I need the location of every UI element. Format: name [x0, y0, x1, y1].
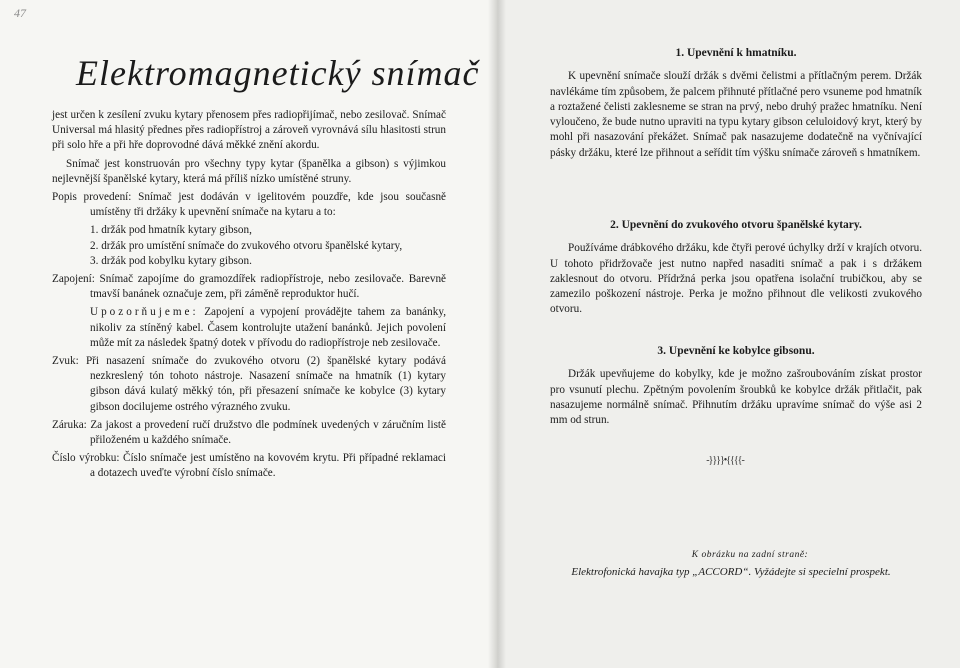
- warranty-text: Za jakost a provedení ručí družstvo dle podmínek uvedených v záručním listě přiloženém u každého snímače.: [90, 418, 447, 447]
- warning-label: Upozorňujeme:: [90, 306, 199, 319]
- product-advert: Elektrofonická havajka typ „ACCORD“. Vyžádejte si specielní prospekt.: [571, 566, 891, 578]
- list-item: 2. držák pro umístění snímače do zvukového otvoru španělské kytary,: [90, 239, 403, 252]
- list-item: 3. držák pod kobylku kytary gibson.: [90, 254, 252, 267]
- product-number-paragraph: [52, 451, 446, 481]
- product-number-text: Číslo snímače jest umístěno na kovovém krytu. Při případné reklamaci a dotazech uveďte výrobní číslo snímače.: [90, 452, 446, 480]
- section-text: Držák upevňujeme do kobylky, kde je možno zašroubováním získat prostor pro vsunutí plechu. Zpětným povolením šroubků ke kobylce držák přitlačit, pak nasazujeme normálně snímač. Přihnutím držáku upravíme snímač do výše asi 2 mm od strun.: [550, 368, 922, 427]
- warranty-label: Záruka:: [52, 418, 87, 431]
- sound-text: Při nasazení snímače do zvukového otvoru (2) španělské kytary podává nezkreslený tón tohoto nástroje. Nasazení snímače na hmatník (1) kytary gibson dává kulatý měkký tón, při přesazení snímače ke kobylce (3) kytary gibson docilujeme ostrého výrazného zvuku.: [85, 355, 446, 413]
- description-text: Snímač jest dodáván v igelitovém pouzdře, kde jsou současně umístěny tři držáky k upevnění snímače na kytaru a to:: [90, 191, 447, 219]
- connection-paragraph: [52, 272, 446, 302]
- connection-text: Snímač zapojíme do gramozdířek radiopřístroje, nebo zesilovače. Barevně tmavší banánek označuje zem, při záměně reproduktor hučí.: [90, 273, 446, 301]
- holder-list: [52, 223, 446, 269]
- section-text: Používáme drábkového držáku, kde čtyři perové úchylky drží v krajích otvoru. U tohoto přidržovače jest nutno napřed nasaditi snímač a pak i s držákem zaklesnout do otvoru. Přídržná perka jsou opatřena isolační trubičkou, aby se zamezilo poškození nástroje. Perka je možno přihnout dle velikosti zvukového otvoru.: [550, 242, 922, 316]
- section-title: 2. Upevnění do zvukového otvoru španělské kytary.: [610, 219, 862, 231]
- back-page-note: K obrázku na zadní straně:: [691, 550, 809, 560]
- left-column: [52, 108, 446, 485]
- description-paragraph: [52, 190, 446, 220]
- product-number-label: Číslo výrobku:: [52, 452, 120, 465]
- ornament-divider: -}}}}•{{{{-: [706, 455, 744, 466]
- page-title: Elektromagnetický snímač: [76, 53, 480, 93]
- warning-paragraph: [52, 305, 446, 351]
- page-spine: [488, 0, 506, 668]
- description-label: Popis provedení:: [52, 191, 132, 204]
- section-text: K upevnění snímače slouží držák s dvěmi čelistmi a přítlačným perem. Držák navlékáme tím způsobem, že palcem přihnuté přítlačné pero vsuneme pod hmatník a roztažené čelisti zaklesneme se stran na prvý, nebo druhý pražec hmatníku. Není vyloučeno, že bude nutno upraviti na typu kytary gibson celuloidový kryt, který by mohl při nasazování překážet. Snímač pak nasazujeme dodatečně na vyčnívající pásky držáku, které lze přihnout a seřídit tím výšku snímače zároveň s hmatníkem.: [550, 70, 922, 159]
- intro-paragraph: jest určen k zesílení zvuku kytary přenosem přes radiopřijímač, nebo zesilovač. Snímač Universal má hlasitý přednes přes radiopřístroj a zároveň vyrovnává sílu hlasitosti strun při solo hře a při hře doprovodné dává měkké znění akordu.: [52, 109, 446, 152]
- sound-paragraph: [52, 354, 446, 415]
- warning-text: Zapojení a vypojení provádějte tahem za banánky, nikoliv za stíněný kabel. Časem kontrolujte utažení banánků. Jejich povolení může mít za následek špatný dotek v přívodu do radiopřístroje neb zesilovače.: [90, 306, 446, 349]
- section-bridge: [550, 344, 922, 428]
- sound-label: Zvuk:: [52, 355, 79, 368]
- section-soundhole: [550, 218, 922, 318]
- connection-label: Zapojení:: [52, 273, 95, 286]
- construction-paragraph: Snímač jest konstruován pro všechny typy kytar (španělka a gibson) s výjimkou nejlevnější španělské kytary, která má příliš nízko umístěné struny.: [52, 157, 446, 185]
- list-item: 1. držák pod hmatník kytary gibson,: [90, 224, 252, 237]
- section-title: 3. Upevnění ke kobylce gibsonu.: [657, 345, 815, 357]
- section-fretboard: [550, 46, 922, 161]
- section-title: 1. Upevnění k hmatníku.: [675, 47, 797, 59]
- corner-pencil-mark: 47: [14, 6, 26, 20]
- warranty-paragraph: [52, 418, 446, 448]
